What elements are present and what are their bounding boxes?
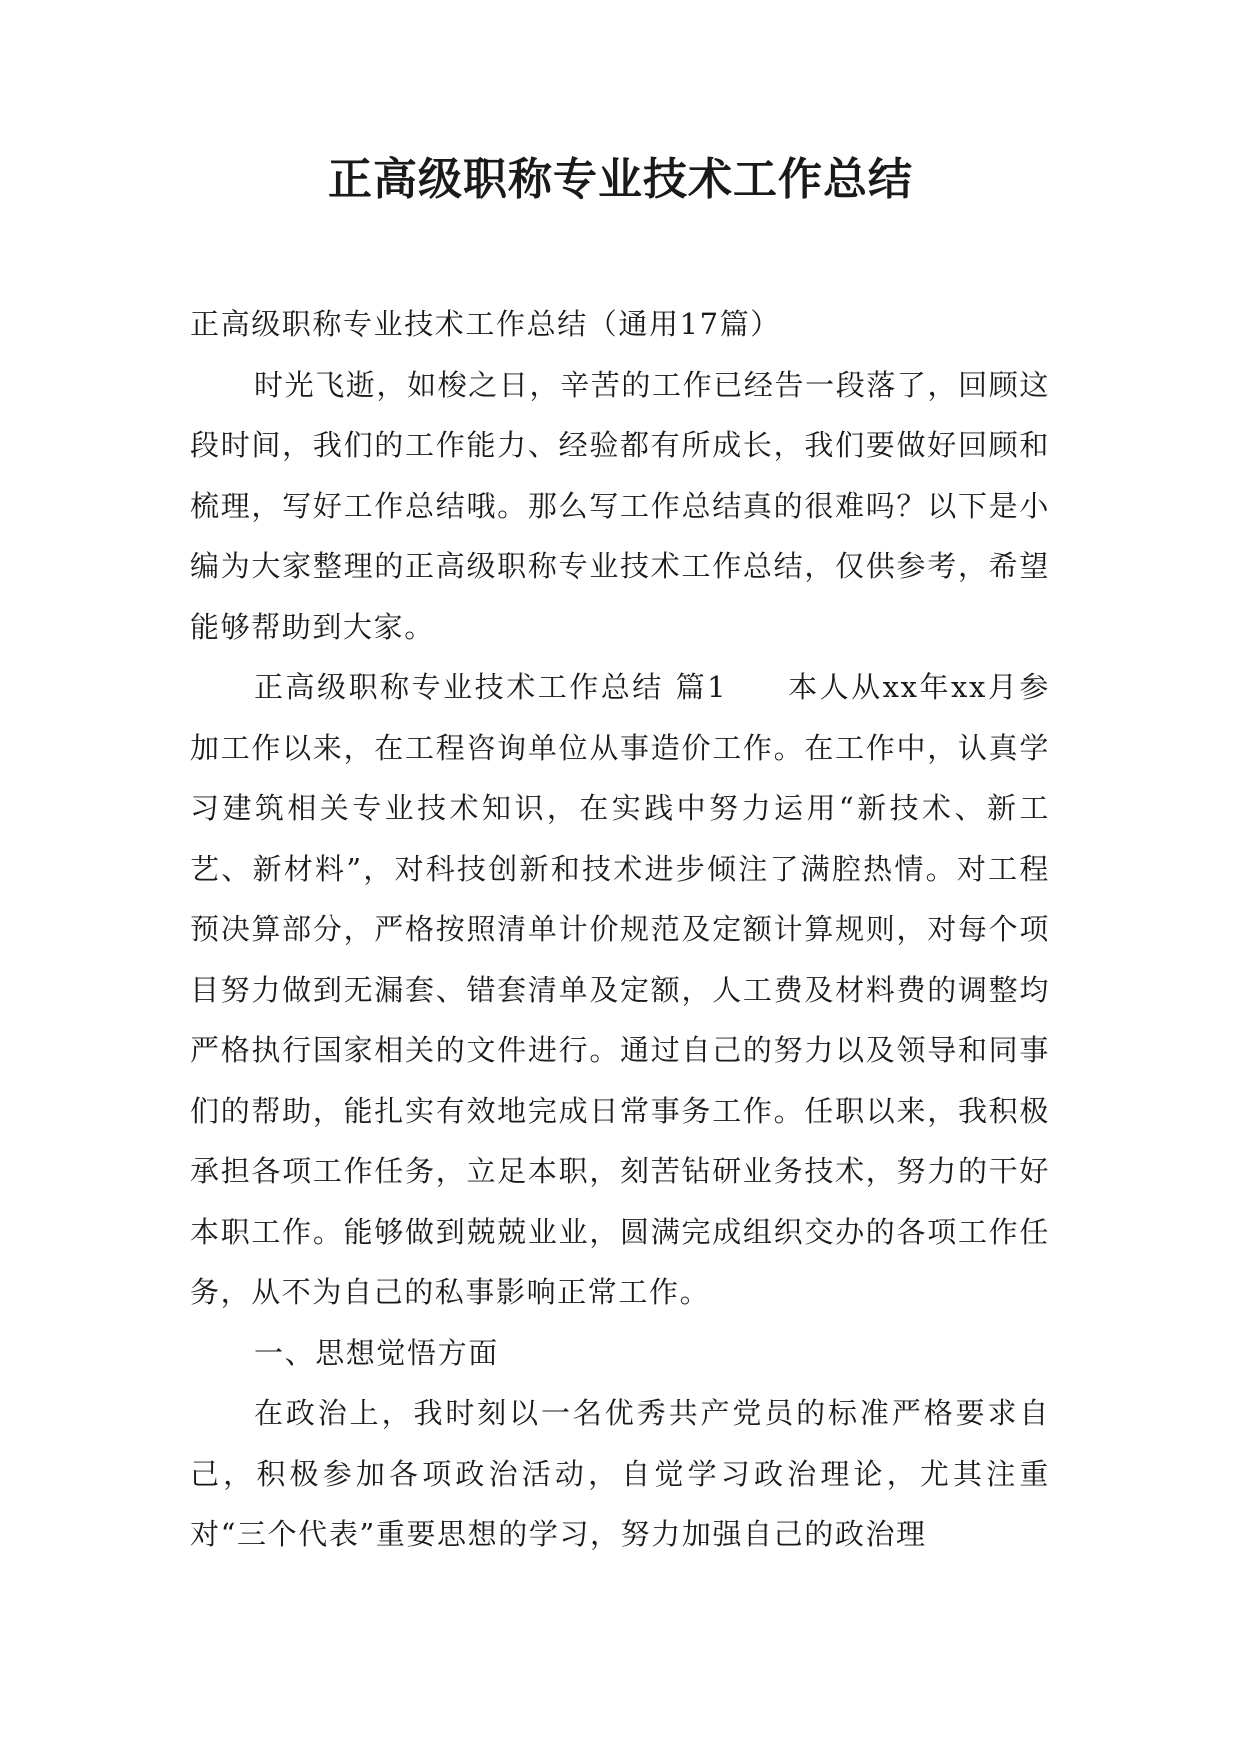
section-1-paragraph — [190, 657, 1050, 1323]
document-subtitle: 正高级职称专业技术工作总结（通用17篇） — [190, 307, 781, 341]
document-body — [190, 294, 1050, 1565]
section-1-body: 本人从xx年xx月参加工作以来，在工程咨询单位从事造价工作。在工作中，认真学习建筑相关专业技术知识，在实践中努力运用“新技术、新工艺、新材料”，对科技创新和技术进步倾注了满腔热情。对工程预决算部分，严格按照清单计价规范及定额计算规则，对每个项目努力做到无漏套、错套清单及定额，人工费及材料费的调整均严格执行国家相关的文件进行。通过自己的努力以及领导和同事们的帮助，能扎实有效地完成日常事务工作。任职以来，我积极承担各项工作任务，立足本职，刻苦钻研业务技术，努力的干好本职工作。能够做到兢兢业业，圆满完成组织交办的各项工作任务，从不为自己的私事影响正常工作。 — [190, 670, 1050, 1309]
section-1-heading: 正高级职称专业技术工作总结 篇1 — [254, 670, 728, 704]
politics-paragraph: 在政治上，我时刻以一名优秀共产党员的标准严格要求自己，积极参加各项政治活动，自觉学习政治理论，尤其注重对“三个代表”重要思想的学习，努力加强自己的政治理 — [190, 1396, 1050, 1551]
document-title: 正高级职称专业技术工作总结 — [328, 154, 913, 205]
intro-paragraph: 时光飞逝，如梭之日，辛苦的工作已经告一段落了，回顾这段时间，我们的工作能力、经验都有所成长，我们要做好回顾和梳理，写好工作总结哦。那么写工作总结真的很难吗？以下是小编为大家整理的正高级职称专业技术工作总结，仅供参考，希望能够帮助到大家。 — [190, 367, 1050, 644]
subheading-thought: 一、思想觉悟方面 — [254, 1335, 499, 1370]
